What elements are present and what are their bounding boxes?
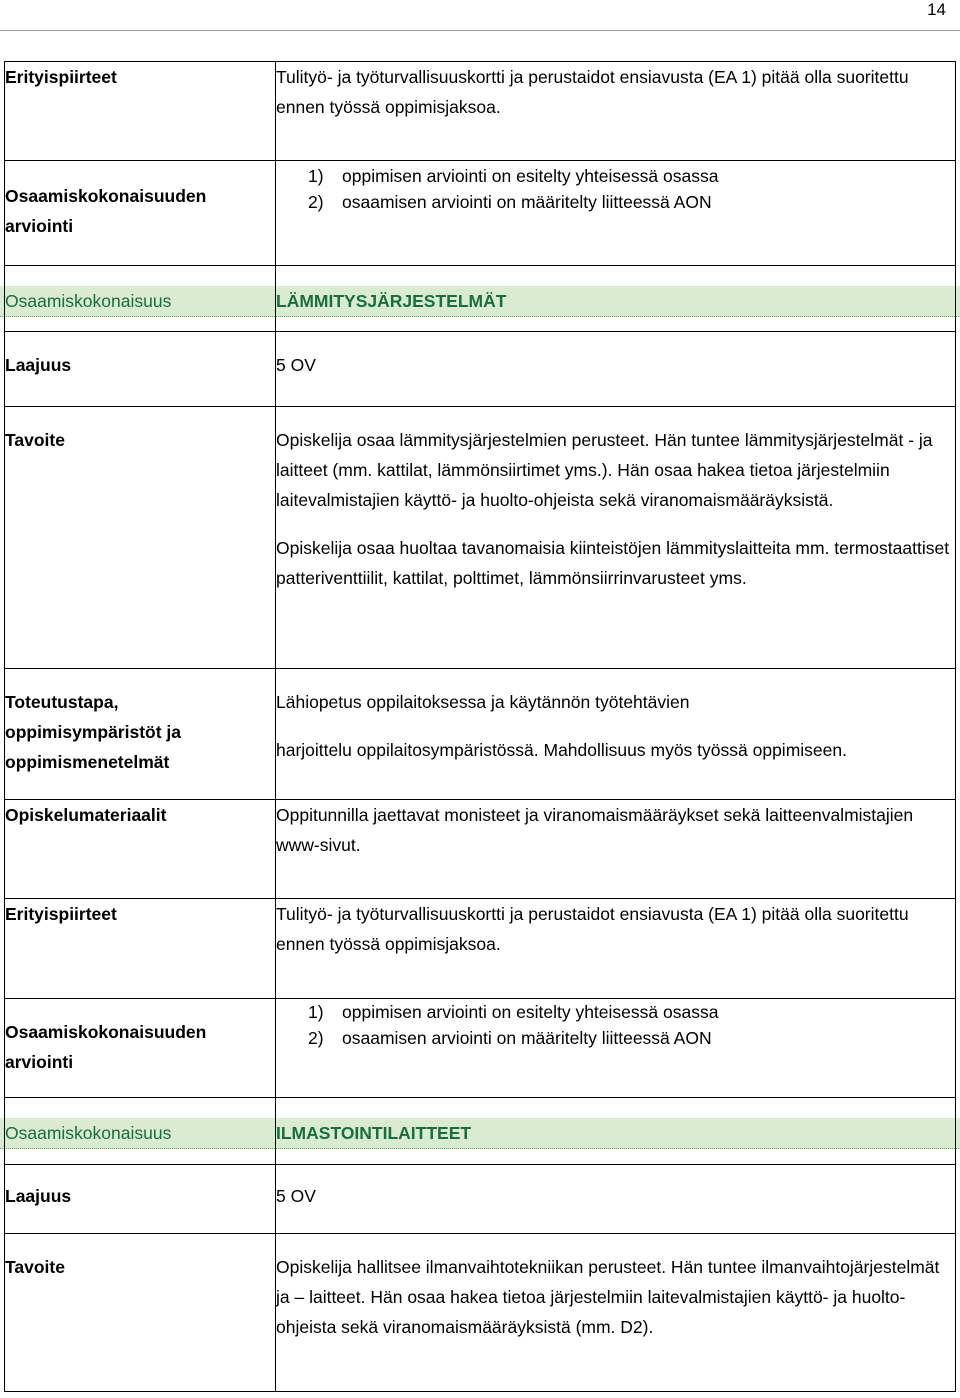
row-label: Tavoite xyxy=(5,407,276,669)
table-row xyxy=(5,407,956,669)
list-item: 1) oppimisen arviointi on esitelty yhteisessä osassa xyxy=(308,1002,719,1022)
row-value: 5 OV xyxy=(276,1165,956,1234)
assessment-list xyxy=(276,999,955,1051)
row-value xyxy=(276,669,956,800)
table-row xyxy=(5,669,956,800)
curriculum-table xyxy=(4,61,956,1392)
header-rule xyxy=(0,30,960,31)
table-row xyxy=(5,999,956,1098)
table-row xyxy=(5,1165,956,1234)
row-label: Erityispiirteet xyxy=(5,899,276,999)
table-row xyxy=(5,899,956,999)
paragraph: harjoittelu oppilaitosympäristössä. Mahdollisuus myös työssä oppimiseen. xyxy=(276,740,847,760)
row-label: Laajuus xyxy=(5,332,276,407)
section-label-highlight: Osaamiskokonaisuus xyxy=(0,1118,281,1149)
row-label: Osaamiskokonaisuuden arviointi xyxy=(5,999,276,1098)
row-label xyxy=(5,1098,276,1165)
list-item: 1) oppimisen arviointi on esitelty yhteisessä osassa xyxy=(308,166,719,186)
section-label-highlight: Osaamiskokonaisuus xyxy=(0,286,281,317)
row-label: Toteutustapa, oppimisympäristöt ja oppimismenetelmät xyxy=(5,669,276,800)
table-row xyxy=(5,161,956,266)
row-value xyxy=(276,1098,956,1165)
row-value xyxy=(276,407,956,669)
paragraph: Lähiopetus oppilaitoksessa ja käytännön työtehtävien xyxy=(276,692,690,712)
paragraph: Opiskelija osaa huoltaa tavanomaisia kiinteistöjen lämmityslaitteita mm. termostaattiset patteriventtiilit, kattilat, polttimet, lämmönsiirrinvarusteet yms. xyxy=(276,538,950,588)
table-row xyxy=(5,332,956,407)
list-item: 2) osaamisen arviointi on määritelty liitteessä AON xyxy=(308,192,712,212)
row-value xyxy=(276,266,956,332)
row-label: Erityispiirteet xyxy=(5,62,276,161)
row-value: Tulityö- ja työturvallisuuskortti ja perustaidot ensiavusta (EA 1) pitää olla suoritettu ennen työssä oppimisjaksoa. xyxy=(276,62,956,161)
assessment-list xyxy=(276,163,955,215)
page-number: 14 xyxy=(927,0,946,19)
row-value: Opiskelija hallitsee ilmanvaihtotekniikan perusteet. Hän tuntee ilmanvaihtojärjestelmät ja – laitteet. Hän osaa hakea tietoa järjestelmiin laitevalmistajien käyttö- ja huolto-ohjeista sekä viranomaismääräyksistä (mm. D2). xyxy=(276,1234,956,1392)
row-label: Osaamiskokonaisuuden arviointi xyxy=(5,161,276,266)
table-row xyxy=(5,266,956,332)
row-label: Tavoite xyxy=(5,1234,276,1392)
row-label: Laajuus xyxy=(5,1165,276,1234)
section-title-highlight: LÄMMITYSJÄRJESTELMÄT xyxy=(272,286,960,317)
table-row xyxy=(5,800,956,899)
table-row xyxy=(5,1098,956,1165)
table-row xyxy=(5,62,956,161)
section-title-highlight: ILMASTOINTILAITTEET xyxy=(272,1118,960,1149)
row-value xyxy=(276,161,956,266)
table-row xyxy=(5,1234,956,1392)
list-item: 2) osaamisen arviointi on määritelty liitteessä AON xyxy=(308,1028,712,1048)
row-value: 5 OV xyxy=(276,332,956,407)
row-value xyxy=(276,999,956,1098)
paragraph: Opiskelija osaa lämmitysjärjestelmien perusteet. Hän tuntee lämmitysjärjestelmät - ja laitteet (mm. kattilat, lämmönsiirtimet yms.). Hän osaa hakea tietoa järjestelmiin laitevalmistajien käyttö- ja huolto-ohjeista sekä viranomaismääräyksistä. xyxy=(276,430,933,510)
row-label: Opiskelumateriaalit xyxy=(5,800,276,899)
row-value: Oppitunnilla jaettavat monisteet ja viranomaismääräykset sekä laitteenvalmistajien www-sivut. xyxy=(276,800,956,899)
row-label xyxy=(5,266,276,332)
row-value: Tulityö- ja työturvallisuuskortti ja perustaidot ensiavusta (EA 1) pitää olla suoritettu ennen työssä oppimisjaksoa. xyxy=(276,899,956,999)
